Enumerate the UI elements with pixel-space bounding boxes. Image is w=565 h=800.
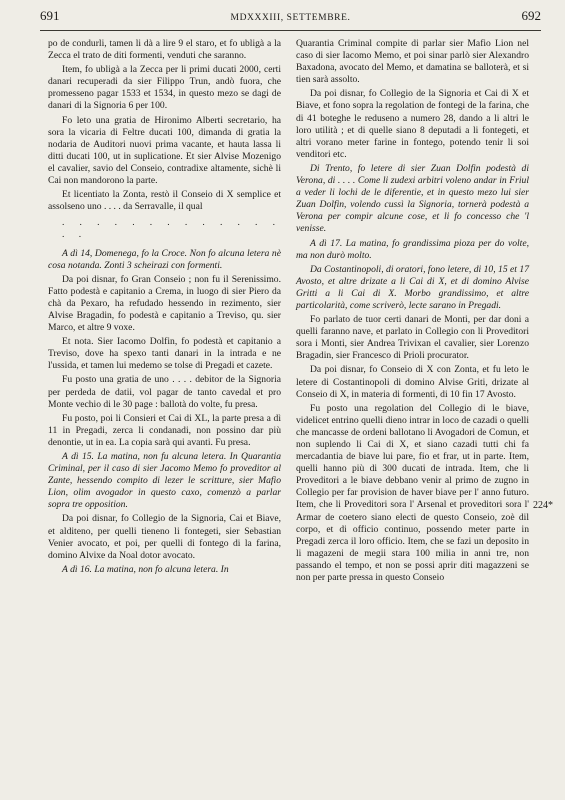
header-rule xyxy=(40,30,541,31)
left-page-number: 691 xyxy=(40,8,60,23)
paragraph: Fu posto, poi li Consieri et Cai di XL, la parte presa a dì 11 in Pregadi, zerca li condanadi, non possino dar più denontie, ut in ea. La copia sarà qui avanti. Fu presa. xyxy=(48,412,281,448)
paragraph: Fo leto una gratia de Hironimo Alberti secretario, ha sora la vicaria di Feltre ducati 100, dimanda di gratia la nodaria de Auditori nuovi prima vacante, et hauta lassa li ditti ducati 100, ut in suplicatione. Et sier Alvise Mozenigo el cavalier, savio del Conseio, contradixe altamente, sichè li Cai non mandorono la parte. xyxy=(48,114,281,187)
running-header xyxy=(40,8,541,30)
paragraph: Da poi disnar, fo Gran Conseio ; non fu il Serenissimo. Fatto podestà e capitanio a Crema, in luogo di sier Piero da chà da Pexaro, ha refudado hessendo in rezimento, sier Alvise Bragadin, fo podestà e capitanio a Treviso, qu. sier Marco, et altre 9 voxe. xyxy=(48,273,281,334)
entry-heading-paragraph: A dì 16. La matina, non fo alcuna letera. In xyxy=(62,563,229,575)
right-page-number: 692 xyxy=(521,8,541,23)
running-title: MDXXXIII, SETTEMBRE. xyxy=(230,13,351,23)
paragraph: Da poi disnar, fo Collegio de la Signoria, Cai et Biave, et alditeno, per quelli tieneno li fontegeti, sier Sebastian Venier avocato, et poi, per quelli di fontego di la farina, domino Alvixe da Noal dotor avocato. xyxy=(48,513,281,561)
paragraph: Fu posto una regolation del Collegio di le biave, videlicet entrino quelli dieno intrar in loco de cazadi o quelli che mancasse de ordeni ballotano li Avogadori de Comun, et non suplendo li Cai di X, et siano cazadi tutti chi fa mercadantia de biave lui pare, fio et frar, ut in parte. Item, quelli hanno più di 300 ducati de intrada. Item, che li Proveditori a le biave debbano venir al primo de zugno in Collegio per far provision de haver biave per l' anno futuro. Item, che li Proveditori sora l' Arsenal et proveditori sora l' Armar de coetero siano electi de questo Conseio, zoè dil corpo, et di officio continuo, possendo meter parte in Pregadi zerca il loro officio. Item, che se fazi un deposito in li magazeni de megii stara 100 milia in anni tre, non passando el tempo, et non se possi aprir diti magazzeni se non per parte pressa in questo Conseio xyxy=(296,402,529,584)
paragraph: Da poi disnar, fo Conseio di X con Zonta, et fu leto le letere di Costantinopoli di domino Alvise Griti, drizate al Conseio di X, in materia di formenti, di 10 fin 17 Avosto. xyxy=(296,364,529,400)
elision-dots: . . . . . . . . . . . . . . . xyxy=(62,217,281,241)
paragraph: Et nota. Sier Iacomo Dolfin, fo podestà et capitanio a Treviso, dove ha spexo tanti danari in la intrada e ne l'ussida, et tamen lui medemo se tolse di Pregadi et cazete. xyxy=(48,336,281,372)
right-column xyxy=(296,38,529,586)
paragraph: Da poi disnar, fo Collegio de la Signoria et Cai di X et Biave, et fono sopra la regolation de fontegi de la farina, che di 41 boteghe le reduseno a numero 28, dando a li altri le loro utilità ; et di quelle siano 8 deputadi a li fontegeti, et altri vorano meter farine in fontego, potendo tenir li soi venditori etc. xyxy=(296,88,529,160)
paragraph: Et licentiato la Zonta, restò il Conseio di X semplice et assolseno uno . . . . da Serravalle, il qual xyxy=(48,189,281,213)
entry-heading-paragraph: Da Costantinopoli, di oratori, fono letere, di 10, 15 et 17 Avosto, et altre drizate a li Cai di X, et di domino Alvise Gritti a li Cai di X. Morbo grandissimo, et altre particolarità, come scriverò, lecte sarano in Pregadi. xyxy=(296,263,529,311)
paragraph: Fu posto una gratia de uno . . . . debitor de la Signoria per perdeda de datii, vol pagar de tanto cavedal et pro Monte vechio di le 30 page : ballotà do volte, fu presa. xyxy=(48,374,281,410)
paragraph: Quarantia Criminal compite di parlar sier Mafio Lion nel caso di sier Iacomo Memo, et poi sinar parlò sier Alexandro Baxadona, avocato del Memo, et damatina se balloterà, et si tien sarà assolto. xyxy=(296,38,529,86)
paragraph: Item, fo ubligà a la Zecca per li primi ducati 2000, certi danari recuperadi da sier Filippo Trun, andò fuora, che promesseno pagar 1533 et 1534, in questo mezo se dagi de danari di la Signoria 6 per 100. xyxy=(48,64,281,112)
entry-heading-paragraph: Di Trento, fo letere di sier Zuan Dolfin podestà di Verona, di . . . . Come li zudexi arbitri voleno andar in Friul a veder li lochi de le diferentie, et in questo mezo lui sier Zuan Dolfin, volendo cussì la Signoria, tornerà podestà a Verona per compir alcune cose, et li fo concesso che 'l venisse. xyxy=(296,162,529,235)
entry-heading-paragraph: A dì 14, Domenega, fo la Croce. Non fo alcuna letera nè cosa notanda. Zonti 3 scheirazi con formenti. xyxy=(48,247,281,271)
entry-heading-paragraph: A dì 15. La matina, non fu alcuna letera. In Quarantia Criminal, per il caso di sier Jacomo Memo fo proveditor al Zante, hessendo compito di lezer le scritture, sier Mafio Lion, olim avogador in questo caxo, comenzò a parlar sopra tre opposition. xyxy=(48,451,281,511)
margin-number: 224* xyxy=(533,500,553,511)
paragraph: po de condurli, tamen li dà a lire 9 el staro, et fo ubligà a la Zecca el trato de diti formenti, venduti che saranno. xyxy=(48,38,281,62)
paragraph: Fo parlato de tuor certi danari de Monti, per dar doni a quelli faranno nave, et parlato in Collegio con li Proveditori sora i Monti, sier Andrea Trivixan el cavalier, sier Lorenzo Bragadin, sier Francesco di Prioli procurator. xyxy=(296,314,529,362)
entry-heading-paragraph: A dì 17. La matina, fo grandissima pioza per do volte, ma non durò molto. xyxy=(296,237,529,261)
left-column xyxy=(48,38,281,578)
